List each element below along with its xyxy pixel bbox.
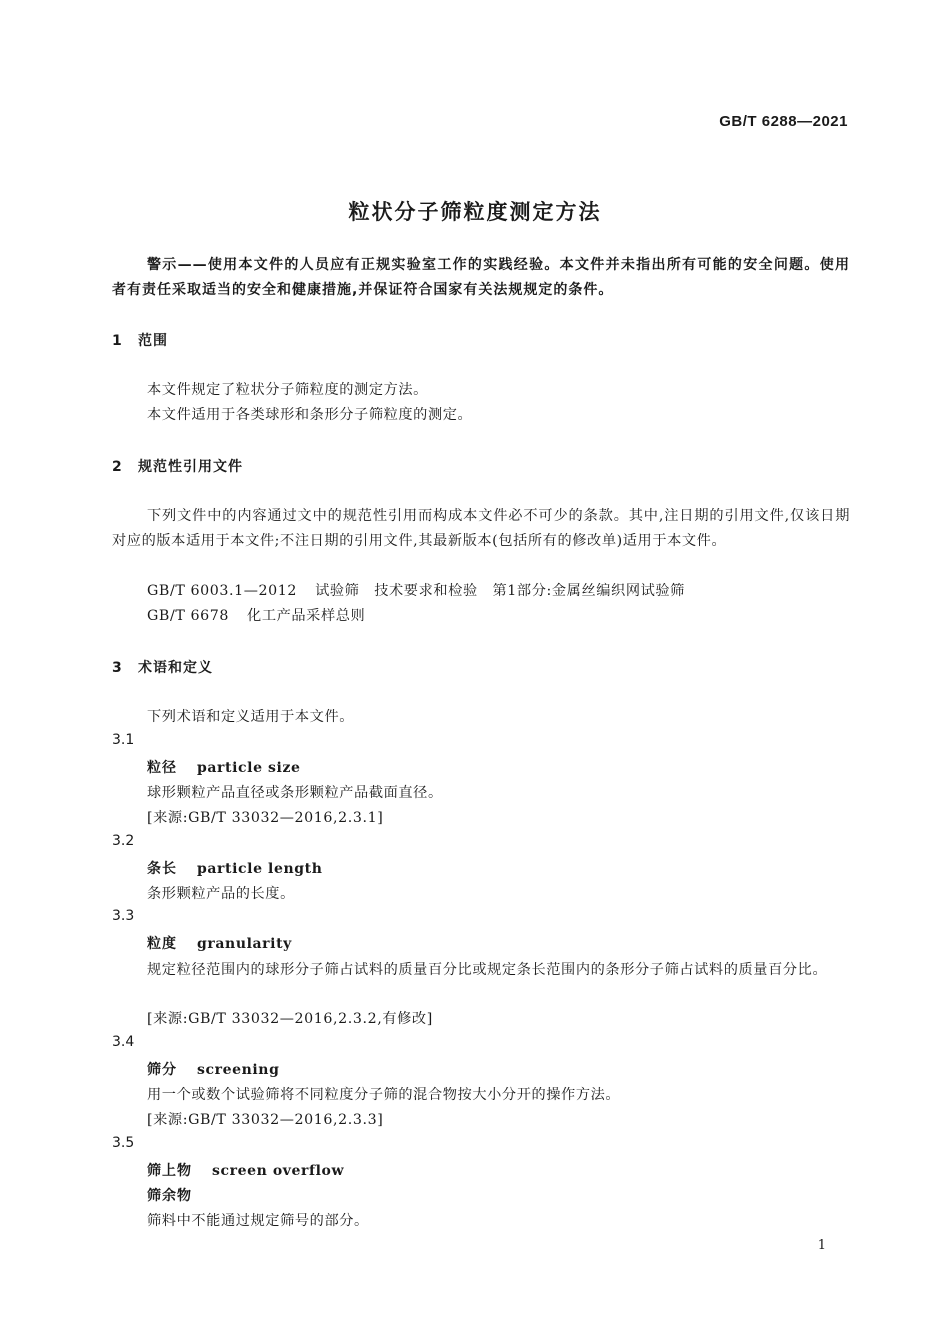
- term-en: screening: [197, 1062, 280, 1078]
- section-title: 规范性引用文件: [138, 459, 243, 475]
- term-source: [来源:GB/T 33032—2016,2.3.2,有修改]: [147, 1011, 433, 1027]
- term-zh: 条长: [147, 861, 177, 877]
- scope-line: 本文件适用于各类球形和条形分子筛粒度的测定。: [147, 407, 473, 423]
- section-number: 1: [112, 333, 123, 349]
- term-number: 3.4: [112, 1034, 135, 1050]
- term-number: 3.5: [112, 1135, 135, 1151]
- term-alt-zh: 筛余物: [147, 1188, 192, 1204]
- term-number: 3.1: [112, 732, 135, 748]
- section-title: 术语和定义: [138, 660, 213, 676]
- term-number: 3.2: [112, 833, 135, 849]
- page-number: 1: [817, 1238, 826, 1253]
- section-heading-terms: [112, 657, 213, 677]
- reference-title: 化工产品采样总则: [247, 608, 366, 624]
- warning-paragraph: 警示——使用本文件的人员应有正规实验室工作的实践经验。本文件并未指出所有可能的安全问题。使用者有责任采取适当的安全和健康措施,并保证符合国家有关法规规定的条件。: [112, 257, 850, 298]
- reference-code: GB/T 6003.1—2012: [147, 583, 298, 599]
- term-zh: 筛分: [147, 1062, 177, 1078]
- term-definition: 筛料中不能通过规定筛号的部分。: [147, 1213, 369, 1229]
- section-number: 2: [112, 459, 123, 475]
- term-definition: 规定粒径范围内的球形分子筛占试料的质量百分比或规定条长范围内的条形分子筛占试料的质量百分比。: [147, 962, 828, 978]
- term-definition: 条形颗粒产品的长度。: [147, 886, 295, 902]
- term-en: granularity: [197, 936, 292, 952]
- scope-line: 本文件规定了粒状分子筛粒度的测定方法。: [147, 382, 428, 398]
- term-en: particle size: [197, 760, 301, 776]
- term-source: [来源:GB/T 33032—2016,2.3.1]: [147, 810, 384, 826]
- section-heading-scope: [112, 330, 168, 350]
- section-number: 3: [112, 660, 123, 676]
- term-source: [来源:GB/T 33032—2016,2.3.3]: [147, 1112, 384, 1128]
- term-zh: 筛上物: [147, 1163, 192, 1179]
- term-number: 3.3: [112, 908, 135, 924]
- reference-item: [147, 605, 365, 625]
- term-heading: [147, 933, 292, 953]
- term-zh: 粒径: [147, 760, 177, 776]
- term-alt-heading: [147, 1185, 192, 1205]
- section-title: 范围: [138, 333, 168, 349]
- reference-item: [147, 580, 685, 600]
- reference-code: GB/T 6678: [147, 608, 230, 624]
- term-heading: [147, 1059, 279, 1079]
- term-heading: [147, 757, 301, 777]
- term-en: particle length: [197, 861, 323, 877]
- term-heading: [147, 1160, 344, 1180]
- term-en: screen overflow: [212, 1163, 345, 1179]
- term-definition: 用一个或数个试验筛将不同粒度分子筛的混合物按大小分开的操作方法。: [147, 1087, 621, 1103]
- section-heading-normative-references: [112, 456, 243, 476]
- references-paragraph: 下列文件中的内容通过文中的规范性引用而构成本文件必不可少的条款。其中,注日期的引用文件,仅该日期对应的版本适用于本文件;不注日期的引用文件,其最新版本(包括所有的修改单)适用于本文件。: [112, 508, 850, 549]
- term-zh: 粒度: [147, 936, 177, 952]
- reference-title: 试验筛 技术要求和检验 第1部分:金属丝编织网试验筛: [315, 583, 685, 599]
- term-heading: [147, 858, 322, 878]
- terms-intro: 下列术语和定义适用于本文件。: [147, 709, 355, 725]
- term-definition: 球形颗粒产品直径或条形颗粒产品截面直径。: [147, 785, 443, 801]
- document-title: 粒状分子筛粒度测定方法: [348, 200, 602, 224]
- standard-number: GB/T 6288—2021: [719, 113, 848, 130]
